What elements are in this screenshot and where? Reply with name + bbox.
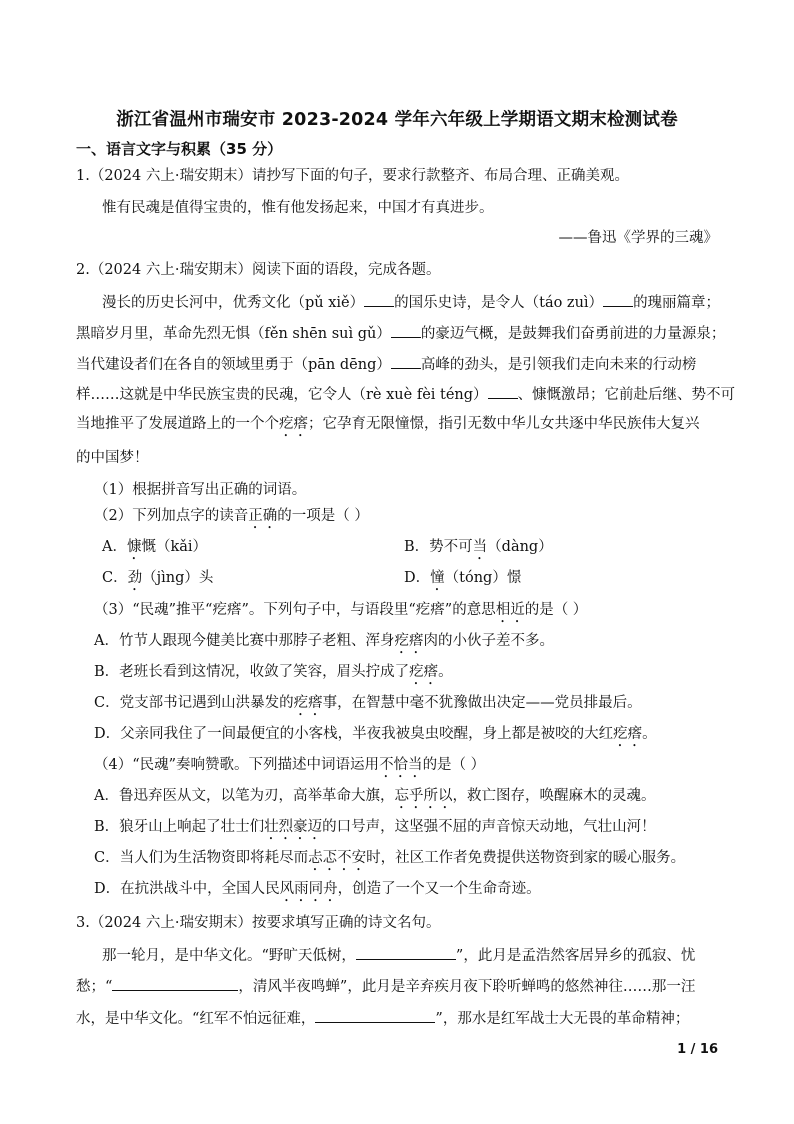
option-4b[interactable]: [94, 817, 656, 843]
dotted-word: 疙瘩: [613, 726, 643, 742]
question-3-stem: 3.（2024 六上·瑞安期末）按要求填写正确的诗文名句。: [76, 915, 441, 931]
poem-text: 那一轮月，是中华文化。“野旷天低树，: [102, 948, 356, 964]
blank-underline[interactable]: [603, 292, 633, 307]
option-3a[interactable]: [94, 631, 554, 657]
question-1-source: ——鲁迅《学界的三魂》: [558, 230, 718, 246]
passage-text: 的瑰丽篇章；: [633, 295, 721, 311]
sub-question-4: [94, 755, 485, 781]
passage-text: 、慷慨激昂；它前赴后继、势不可: [517, 387, 736, 403]
passage-text: 漫长的历史长河中，优秀文化（pǔ xiě）: [102, 295, 365, 311]
dotted-word: 壮烈豪迈: [264, 819, 323, 835]
blank-underline[interactable]: [391, 354, 421, 369]
answer-blank[interactable]: [356, 945, 456, 960]
blank-underline[interactable]: [364, 292, 394, 307]
page-number: 1 / 16: [677, 1042, 718, 1057]
option-4d[interactable]: [94, 879, 541, 905]
passage-line-3: [76, 354, 696, 375]
option-text: 事，在智慧中毫不犹豫做出决定——党员排最后。: [322, 695, 642, 711]
poem-line-1: [102, 945, 695, 966]
dotted-word: 疙瘩: [394, 633, 424, 649]
option-3b[interactable]: [94, 662, 453, 688]
option-text: C．党支部书记遇到山洪暴发的: [94, 695, 294, 711]
question-2-stem: 2.（2024 六上·瑞安期末）阅读下面的语段，完成各题。: [76, 262, 441, 278]
answer-blank[interactable]: [315, 1008, 435, 1023]
passage-text: 样……这就是中华民族宝贵的民魂，它令人（rè xuè fèi téng）: [76, 387, 488, 403]
option-text: A．竹节人跟现今健美比赛中那脖子老粗、浑身: [94, 633, 395, 649]
dotted-char: 慷: [126, 539, 142, 555]
option-text: ，创造了一个又一个生命奇迹。: [337, 881, 541, 897]
option-text: B．势不可: [404, 539, 473, 555]
sub-question-text: 的一项是（ ）: [277, 508, 369, 524]
passage-line-2: [76, 323, 725, 344]
option-4a[interactable]: [94, 786, 655, 812]
passage-line-5: [76, 414, 700, 440]
option-text: D．在抗洪战斗中，全国人民: [94, 881, 280, 897]
poem-text: 愁；“: [76, 979, 113, 995]
option-text: 。: [438, 664, 453, 680]
option-4c[interactable]: [94, 848, 685, 874]
option-3c[interactable]: [94, 693, 642, 719]
option-a[interactable]: [102, 537, 207, 563]
poem-text: ，清风半夜鸣蝉”，此月是辛弃疾月夜下聆听蝉鸣的悠然神往……那一汪: [238, 979, 696, 995]
blank-underline[interactable]: [488, 384, 518, 399]
dotted-word: 正确: [248, 508, 278, 524]
option-text: D．父亲同我住了一间最便宜的小客栈，半夜我被臭虫咬醒，身上都是被咬的大红: [94, 726, 614, 742]
dotted-word: 疙瘩: [293, 695, 323, 711]
option-text: 肉的小伙子差不多。: [423, 633, 554, 649]
passage-text: 的豪迈气概，是鼓舞我们奋勇前进的力量源泉；: [420, 326, 726, 342]
sub-question-3: [94, 600, 587, 626]
passage-text: 的国乐史诗，是令人（táo zuì）: [394, 295, 604, 311]
option-text: 慨（kǎi）: [141, 539, 208, 555]
passage-line-1: [102, 292, 720, 313]
sub-question-text: 的是（ ）: [524, 602, 588, 618]
option-text: B．狼牙山上响起了壮士们: [94, 819, 265, 835]
dotted-word: 相近: [495, 602, 525, 618]
passage-text: 黑暗岁月里，革命先烈无惧（fěn shēn suì gǔ）: [76, 326, 391, 342]
option-d[interactable]: [404, 568, 521, 594]
option-text: ，救亡图存，唤醒麻木的灵魂。: [452, 788, 656, 804]
sub-question-text: （3）“民魂”推平“疙瘩”。下列句子中，与语段里“疙瘩”的意思: [94, 602, 496, 618]
option-text: A．鲁迅弃医从文，以笔为刃，高举革命大旗，: [94, 788, 395, 804]
dotted-char: 劲: [127, 570, 143, 586]
sub-question-text: 的是（ ）: [422, 757, 486, 773]
dotted-word: 疙瘩: [409, 664, 439, 680]
passage-text: ；它孕育无限憧憬，指引无数中华儿女共逐中华民族伟大复兴: [308, 416, 700, 432]
section-heading: 一、语言文字与积累（35 分）: [76, 140, 283, 158]
option-text: （jìng）头: [142, 570, 214, 586]
dotted-word: 忐忑不安: [308, 850, 367, 866]
option-label: C．: [102, 570, 128, 586]
option-3d[interactable]: [94, 724, 657, 750]
question-1-quote: 惟有民魂是值得宝贵的，惟有他发扬起来，中国才有真进步。: [102, 200, 494, 216]
dotted-word: 不恰当: [379, 757, 423, 773]
dotted-word: 忘乎所以: [394, 788, 453, 804]
option-text: 。: [642, 726, 657, 742]
option-b[interactable]: [404, 537, 553, 563]
exam-title: 浙江省温州市瑞安市 2023-2024 学年六年级上学期语文期末检测试卷: [116, 110, 678, 130]
passage-text: 当地推平了发展道路上的一个个: [76, 416, 279, 432]
passage-text: 高峰的劲头，是引领我们走向未来的行动榜: [420, 357, 697, 373]
passage-line-6: 的中国梦！: [76, 450, 149, 466]
option-text: 时，社区工作者免费提供送物资到家的暖心服务。: [366, 850, 686, 866]
blank-underline[interactable]: [391, 323, 421, 338]
option-label: A．: [102, 539, 127, 555]
dotted-char: 憧: [430, 570, 445, 586]
sub-question-text: （2）下列加点字的读音: [94, 508, 249, 524]
dotted-word: 风雨同舟: [279, 881, 338, 897]
dotted-word: 疙瘩: [279, 416, 308, 432]
question-1-stem: 1.（2024 六上·瑞安期末）请抄写下面的句子，要求行款整齐、布局合理、正确美观。: [76, 168, 629, 184]
answer-blank[interactable]: [112, 976, 238, 991]
sub-question-text: （4）“民魂”奏响赞歌。下列描述中词语运用: [94, 757, 380, 773]
poem-text: 水，是中华文化。“红军不怕远征难，: [76, 1011, 316, 1027]
option-c[interactable]: [102, 568, 213, 594]
option-text: B．老班长看到这情况，收敛了笑容，眉头拧成了: [94, 664, 410, 680]
poem-text: ”，那水是红军战士大无畏的革命精神；: [435, 1011, 690, 1027]
poem-line-3: [76, 1008, 689, 1029]
poem-line-2: [76, 976, 695, 997]
passage-line-4: [76, 384, 735, 405]
sub-question-1: （1）根据拼音写出正确的词语。: [94, 482, 307, 498]
poem-text: ”，此月是孟浩然客居异乡的孤寂、忧: [455, 948, 696, 964]
passage-text: 当代建设者们在各自的领域里勇于（pān dēng）: [76, 357, 391, 373]
option-text: （tóng）憬: [444, 570, 522, 586]
option-text: （dàng）: [487, 539, 553, 555]
option-label: D．: [404, 570, 431, 586]
dotted-char: 当: [472, 539, 488, 555]
option-text: 的口号声，这坚强不屈的声音惊天动地，气壮山河！: [322, 819, 656, 835]
sub-question-2: [94, 506, 369, 532]
option-text: C．当人们为生活物资即将耗尽而: [94, 850, 309, 866]
